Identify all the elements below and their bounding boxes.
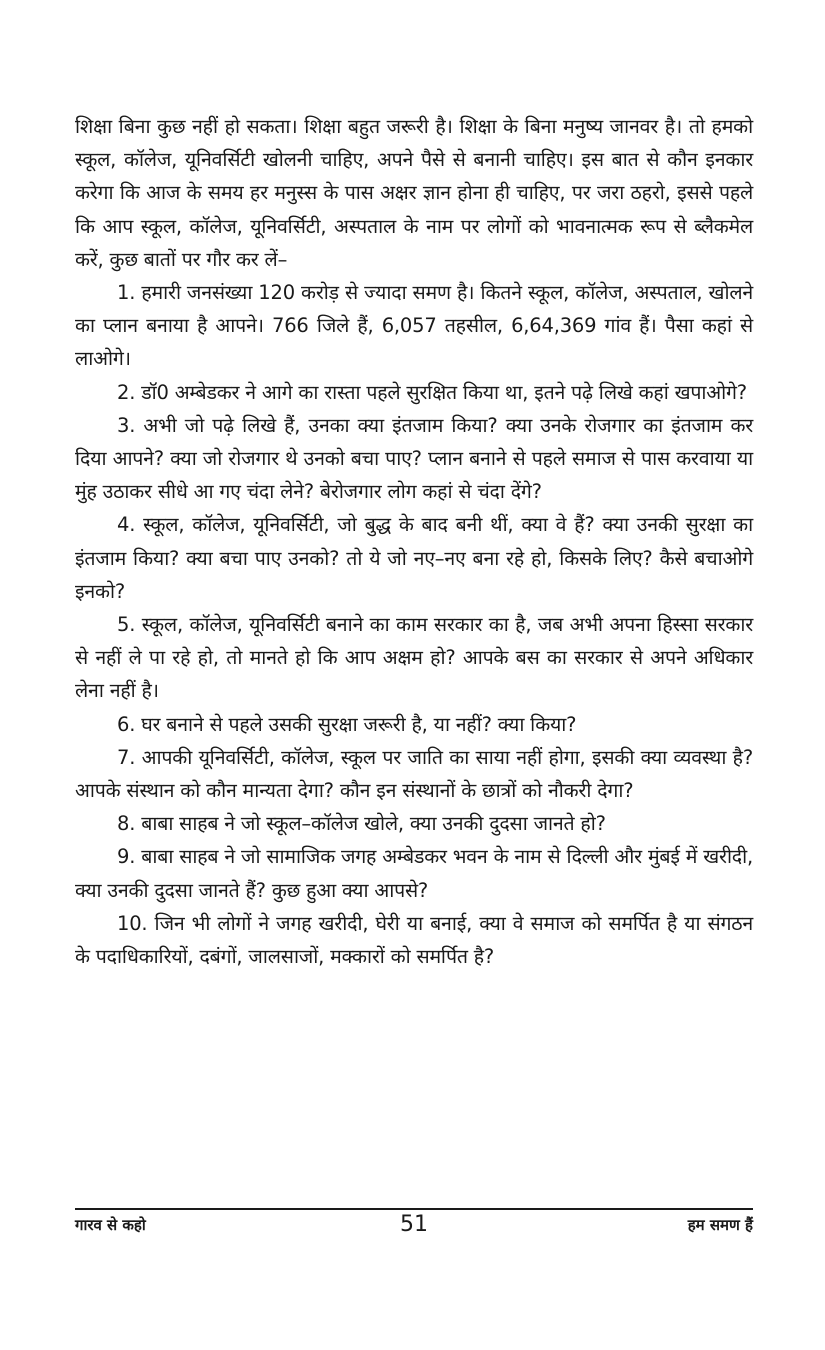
point-8: 8. बाबा साहब ने जो स्कूल–कॉलेज खोले, क्या उनकी दुदसा जानते हो? xyxy=(117,812,606,836)
point-4: 4. स्कूल, कॉलेज, यूनिवर्सिटी, जो बुद्ध के बाद बनी थीं, क्या वे हैं? क्या उनकी सुरक्षा का इंतजाम किया? क्या बचा पाए उनको? तो ये जो नए–नए बना रहे हो, किसके लिए? कैसे बचाओगे इनको? xyxy=(75,513,753,603)
point-6: 6. घर बनाने से पहले उसकी सुरक्षा जरूरी है, या नहीं? क्या किया? xyxy=(117,712,577,736)
point-10: 10. जिन भी लोगों ने जगह खरीदी, घेरी या बनाई, क्या वे समाज को समर्पित है या संगठन के पदाधिकारियों, दबंगों, जालसाजों, मक्कारों को समर्पित है? xyxy=(75,911,753,969)
page-body xyxy=(75,110,753,973)
point-9: 9. बाबा साहब ने जो सामाजिक जगह अम्बेडकर भवन के नाम से दिल्ली और मुंबई में खरीदी, क्या उनकी दुदसा जानते हैं? कुछ हुआ क्या आपसे? xyxy=(75,845,753,902)
point-2: 2. डॉ0 अम्बेडकर ने आगे का रास्ता पहले सुरक्षित किया था, इतने पढ़े लिखे कहां खपाओगे? xyxy=(117,380,747,404)
footer-book-title: गारव से कहो xyxy=(75,1216,146,1234)
footer-rule xyxy=(75,1208,753,1210)
point-5: 5. स्कूल, कॉलेज, यूनिवर्सिटी बनाने का काम सरकार का है, जब अभी अपना हिस्सा सरकार से नहीं ले पा रहे हो, तो मानते हो कि आप अक्षम हो? आपके बस का सरकार से अपने अधिकार लेना नहीं है। xyxy=(75,613,753,703)
page-number: 51 xyxy=(400,1212,428,1237)
point-7: 7. आपकी यूनिवर्सिटी, कॉलेज, स्कूल पर जाति का साया नहीं होगा, इसकी क्या व्यवस्था है? आपके संस्थान को कौन मान्यता देगा? कौन इन संस्थानों के छात्रों को नौकरी देगा? xyxy=(75,745,753,803)
point-3: 3. अभी जो पढ़े लिखे हैं, उनका क्या इंतजाम किया? क्या उनके रोजगार का इंतजाम कर दिया आपने? क्या जो रोजगार थे उनको बचा पाए? प्लान बनाने से पहले समाज से पास करवाया या मुंह उठाकर सीधे आ गए चंदा लेने? बेरोजगार लोग कहां से चंदा देंगे? xyxy=(75,413,753,504)
intro-paragraph: शिक्षा बिना कुछ नहीं हो सकता। शिक्षा बहुत जरूरी है। शिक्षा के बिना मनुष्य जानवर है। तो हमको स्कूल, कॉलेज, यूनिवर्सिटी खोलनी चाहिए, अपने पैसे से बनानी चाहिए। इस बात से कौन इनकार करेगा कि आज के समय हर मनुस्स के पास अक्षर ज्ञान होना ही चाहिए, पर जरा ठहरो, इससे पहले कि आप स्कूल, कॉलेज, यूनिवर्सिटी, अस्पताल के नाम पर लोगों को भावनात्मक रूप से ब्लैकमेल करें, कुछ बातों पर गौर कर लें– xyxy=(75,115,753,271)
point-1: 1. हमारी जनसंख्या 120 करोड़ से ज्यादा समण है। कितने स्कूल, कॉलेज, अस्पताल, खोलने का प्लान बनाया है आपने। 766 जिले हैं, 6,057 तहसील, 6,64,369 गांव हैं। पैसा कहां से लाओगे। xyxy=(75,281,753,371)
page-footer xyxy=(75,1212,753,1242)
footer-chapter-title: हम समण हैं xyxy=(687,1216,753,1234)
